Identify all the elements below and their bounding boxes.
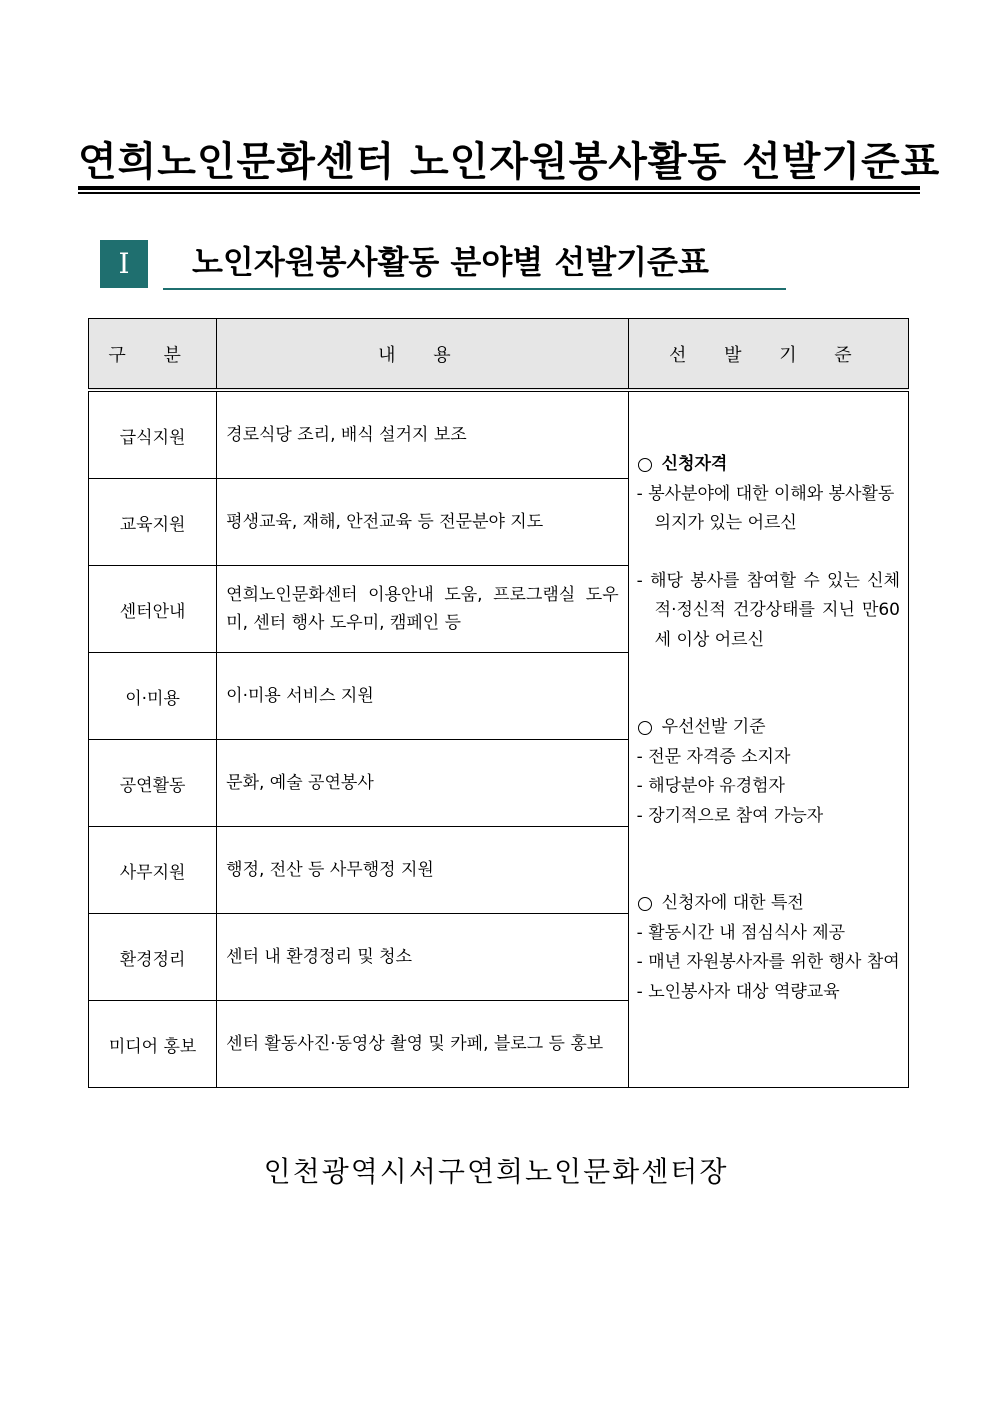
row-category: 센터안내 [89,566,217,653]
row-content: 이·미용 서비스 지원 [217,653,629,740]
criteria-heading: 우선선발 기준 [661,717,766,737]
header-category: 구 분 [89,319,217,391]
criteria-item: - 매년 자원봉사자를 위한 행사 참여 [636,952,900,972]
row-content: 연희노인문화센터 이용안내 도움, 프로그램실 도우미, 센터 행사 도우미, 캠페인 등 [217,566,629,653]
section-number-badge: Ⅰ [100,240,148,288]
criteria-item: - 장기적으로 참여 가능자 [636,805,824,826]
row-category: 미디어 홍보 [89,1001,217,1088]
header-criteria: 선 발 기 준 [628,319,908,391]
criteria-item: - 전문 자격증 소지자 [636,746,791,767]
document-title: 연희노인문화센터 노인자원봉사활동 선발기준표 [78,139,941,185]
row-content: 행정, 전산 등 사무행정 지원 [217,827,629,914]
table-header-row [89,319,909,391]
section-title: 노인자원봉사활동 분야별 선발기준표 [192,243,709,281]
circle-bullet-icon [638,721,652,735]
row-content: 경로식당 조리, 배식 설거지 보조 [217,390,629,479]
criteria-item: - 활동시간 내 점심식사 제공 [636,922,846,943]
row-content: 센터 내 환경정리 및 청소 [217,914,629,1001]
row-category: 급식지원 [89,390,217,479]
circle-bullet-icon [638,897,652,911]
row-content: 센터 활동사진·동영상 촬영 및 카페, 블로그 등 홍보 [217,1001,629,1088]
title-underline-thin [78,192,920,194]
selection-criteria-table [88,318,909,1088]
row-content: 평생교육, 재해, 안전교육 등 전문분야 지도 [217,479,629,566]
row-category: 공연활동 [89,740,217,827]
row-category: 사무지원 [89,827,217,914]
criteria-item: - 해당분야 유경험자 [636,776,785,796]
criteria-cell [628,390,908,1088]
criteria-item: - 노인봉사자 대상 역량교육 [636,981,840,1002]
criteria-item: - 해당 봉사를 참여할 수 있는 신체적·정신적 건강상태를 지닌 만60세 이상 어르신 [636,570,900,650]
criteria-benefits [637,889,900,1007]
row-category: 환경정리 [89,914,217,1001]
criteria-heading: 신청자격 [661,454,728,474]
circle-bullet-icon [638,458,652,472]
criteria-heading: 신청자에 대한 특전 [661,893,804,913]
row-category: 이·미용 [89,653,217,740]
title-underline [78,186,920,190]
criteria-item: - 봉사분야에 대한 이해와 봉사활동 의지가 있는 어르신 [636,483,900,533]
header-content: 내 용 [217,319,629,391]
table-row [89,390,909,479]
criteria-priority [637,713,900,831]
row-content: 문화, 예술 공연봉사 [217,740,629,827]
issuer-signature: 인천광역시서구연희노인문화센터장 [263,1155,729,1188]
criteria-qualification [637,450,900,655]
section-underline [163,288,786,290]
row-category: 교육지원 [89,479,217,566]
